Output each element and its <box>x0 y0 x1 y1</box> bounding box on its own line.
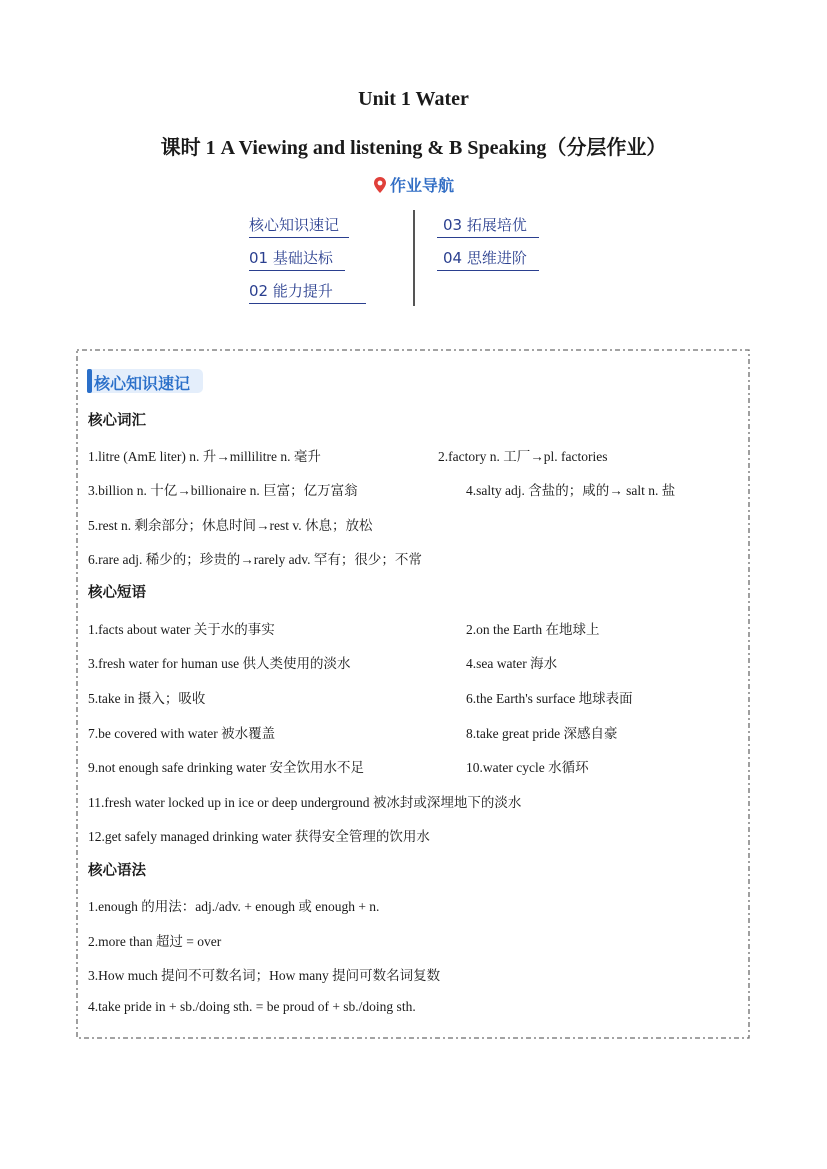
phrase-item: 4.sea water 海水 <box>466 656 558 671</box>
phrase-item: 5.take in 摄入；吸收 <box>88 691 206 706</box>
vocab-item: 3.billion n. 十亿→billionaire n. 巨富；亿万富翁 <box>88 483 358 498</box>
vocab-item: 6.rare adj. 稀少的；珍贵的→rarely adv. 罕有；很少；不常 <box>88 552 422 567</box>
phrase-item: 1.facts about water 关于水的事实 <box>88 622 275 637</box>
location-pin-icon <box>373 176 387 198</box>
phrase-item: 6.the Earth's surface 地球表面 <box>466 691 633 706</box>
phrase-item: 11.fresh water locked up in ice or deep underground 被冰封或深埋地下的淡水 <box>88 795 522 810</box>
phrase-item: 9.not enough safe drinking water 安全饮用水不足 <box>88 760 364 775</box>
grammar-item: 2.more than 超过 = over <box>88 934 222 949</box>
phrase-item: 7.be covered with water 被水覆盖 <box>88 726 276 741</box>
nav-link-core-knowledge[interactable]: 核心知识速记 <box>249 214 349 238</box>
phrase-item: 12.get safely managed drinking water 获得安全管理的饮用水 <box>88 829 430 844</box>
vocab-item: 4.salty adj. 含盐的；咸的→ salt n. 盐 <box>466 483 676 498</box>
phrase-item: 2.on the Earth 在地球上 <box>466 622 600 637</box>
vocab-item: 1.litre (AmE liter) n. 升→millilitre n. 毫升 <box>88 449 321 464</box>
section-heading <box>86 366 206 396</box>
nav-divider <box>413 210 415 306</box>
section-heading-text: 核心知识速记 <box>94 374 191 393</box>
grammar-title: 核心语法 <box>88 863 146 879</box>
grammar-item: 4.take pride in + sb./doing sth. = be proud of + sb./doing sth. <box>88 999 416 1014</box>
nav-link-ability[interactable]: 02 能力提升 <box>249 280 366 304</box>
lesson-title: 课时 1 A Viewing and listening & B Speaking（分层作业） <box>160 137 667 159</box>
phrase-item: 8.take great pride 深感自豪 <box>466 726 618 741</box>
grammar-item: 3.How much 提问不可数名词；How many 提问可数名词复数 <box>88 968 441 983</box>
phrase-item: 10.water cycle 水循环 <box>466 760 589 775</box>
phrase-title: 核心短语 <box>88 585 146 601</box>
unit-title: Unit 1 Water <box>358 88 469 110</box>
grammar-item: 1.enough 的用法：adj./adv. + enough 或 enough + n. <box>88 899 380 914</box>
nav-link-thinking[interactable]: 04 思维进阶 <box>437 247 539 271</box>
vocab-item: 5.rest n. 剩余部分；休息时间→rest v. 休息；放松 <box>88 518 373 533</box>
phrase-item: 3.fresh water for human use 供人类使用的淡水 <box>88 656 351 671</box>
nav-heading-text: 作业导航 <box>389 176 454 195</box>
nav-link-extend[interactable]: 03 拓展培优 <box>437 214 539 238</box>
vocab-title: 核心词汇 <box>88 413 146 429</box>
homework-nav-heading <box>0 173 827 198</box>
nav-link-basic[interactable]: 01 基础达标 <box>249 247 345 271</box>
vocab-item: 2.factory n. 工厂→pl. factories <box>438 449 608 464</box>
